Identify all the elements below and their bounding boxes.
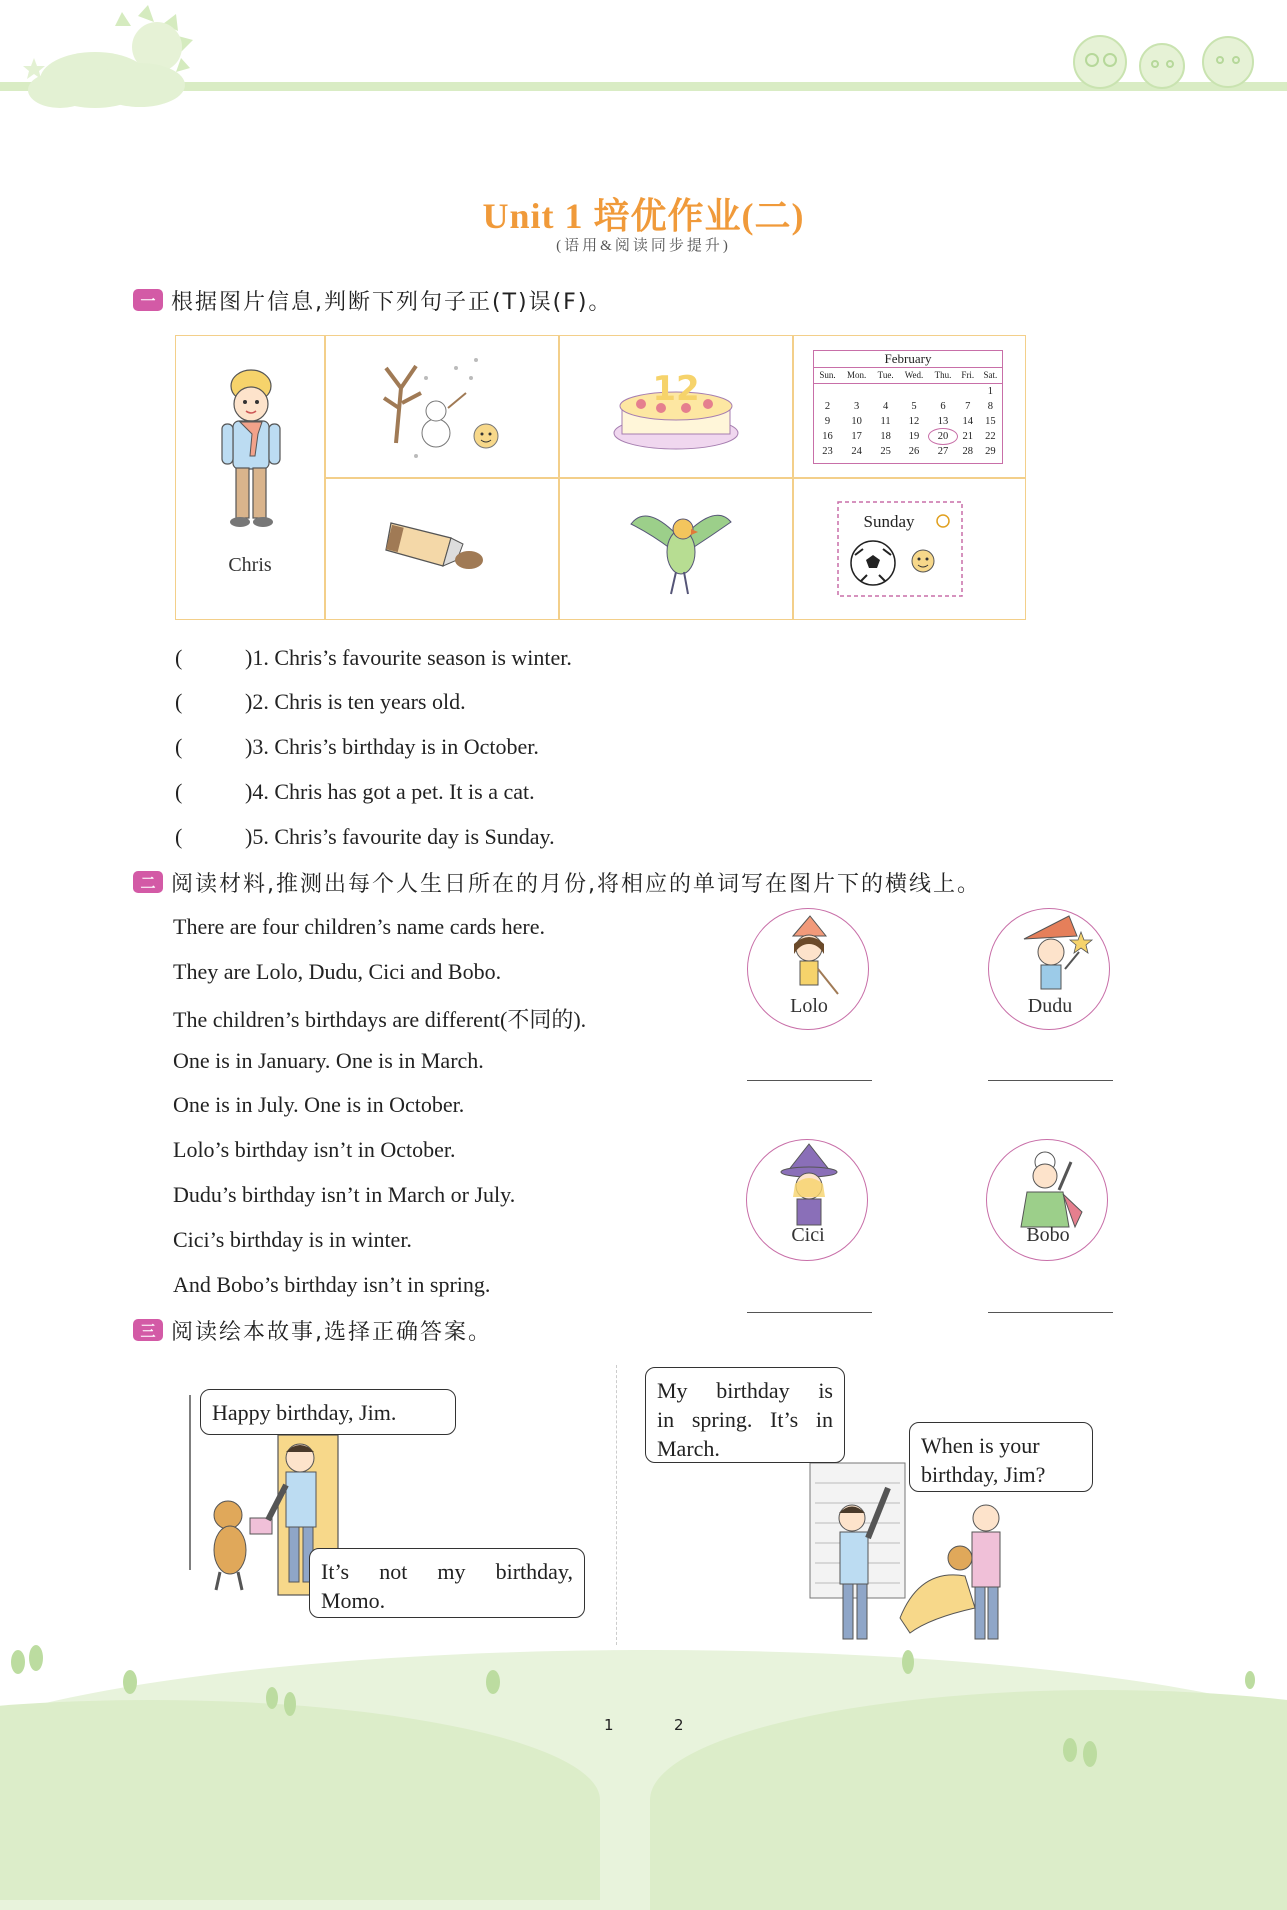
answer-blank-cici[interactable] — [747, 1312, 872, 1313]
cake-number: 12 — [652, 369, 700, 409]
page-title: Unit 1 培优作业(二) — [482, 196, 805, 236]
calendar-week-row — [814, 429, 1002, 444]
calendar-date: 29 — [985, 446, 996, 457]
card-name: Dudu — [1027, 995, 1073, 1017]
calendar-date: 8 — [987, 401, 993, 412]
calendar-date — [929, 384, 957, 400]
calendar-day-header: Tue. — [872, 368, 898, 384]
passage-line: There are four children’s name cards here. — [173, 914, 545, 939]
calendar-date: 27 — [937, 446, 949, 457]
chris-label: Chris — [228, 554, 272, 576]
calendar-date: 5 — [911, 401, 917, 412]
dudu-illustration — [989, 914, 1109, 1004]
calendar-date: 11 — [880, 416, 891, 427]
calendar-date — [899, 384, 929, 400]
section2-instruction: 阅读材料,推测出每个人生日所在的月份,将相应的单词写在图片下的横线上。 — [171, 871, 981, 897]
calendar-date: 3 — [854, 401, 860, 412]
calendar-date: 4 — [882, 401, 889, 412]
page-subtitle: (语用&阅读同步提升) — [556, 238, 731, 254]
section3-header — [133, 1314, 492, 1346]
page-number-left: 1 — [604, 1716, 614, 1734]
card-name: Cici — [791, 1224, 825, 1246]
calendar-date — [841, 384, 872, 400]
name-card-lolo — [747, 908, 869, 1030]
calendar-date: 15 — [985, 416, 996, 427]
calendar — [813, 350, 1003, 464]
birthday-cake-illustration — [586, 358, 766, 458]
calendar-date: 22 — [985, 431, 996, 442]
page-number-right: 2 — [674, 1716, 684, 1734]
footer-trees-decoration — [0, 1630, 1287, 1789]
calendar-date: 14 — [962, 416, 973, 427]
parrot-illustration — [626, 494, 736, 604]
passage-line: Cici’s birthday is in winter. — [173, 1227, 412, 1252]
calendar-date: 13 — [937, 416, 949, 427]
calendar-header-row — [814, 368, 1002, 384]
name-card-bobo — [986, 1139, 1108, 1261]
passage-line: One is in July. One is in October. — [173, 1092, 465, 1117]
calendar-day-header: Thu. — [929, 368, 957, 384]
card-name: Lolo — [790, 995, 828, 1017]
calendar-week-row — [814, 414, 1002, 429]
calendar-date: 20 — [929, 429, 957, 444]
comic2-bubble-2: When is your birthday, Jim? — [909, 1422, 1093, 1492]
comic2-bubble-1: My birthday is in spring. It’s in March. — [645, 1367, 845, 1463]
calendar-day-header: Wed. — [899, 368, 929, 384]
calendar-date — [957, 384, 979, 400]
sunday-card — [835, 499, 965, 599]
calendar-date: 2 — [824, 401, 831, 412]
name-card-dudu — [988, 908, 1110, 1030]
section3-instruction: 阅读绘本故事,选择正确答案。 — [171, 1319, 492, 1345]
winter-scene-illustration — [366, 348, 516, 463]
calendar-date: 25 — [880, 446, 891, 457]
passage-line: Lolo’s birthday isn’t in October. — [173, 1137, 456, 1162]
question-5: ( )5. Chris’s favourite day is Sunday. — [175, 824, 555, 849]
passage-line: One is in January. One is in March. — [173, 1048, 484, 1073]
section1-badge: 一 — [133, 289, 163, 311]
calendar-date: 16 — [822, 431, 833, 442]
sunday-label: Sunday — [863, 512, 915, 531]
section2-header — [133, 866, 981, 898]
calendar-day-header: Mon. — [841, 368, 872, 384]
name-card-cici — [746, 1139, 868, 1261]
calendar-date: 24 — [851, 446, 862, 457]
paint-tube-illustration — [381, 508, 491, 578]
passage-line: They are Lolo, Dudu, Cici and Bobo. — [173, 959, 502, 984]
calendar-week-row — [814, 399, 1002, 414]
calendar-date: 6 — [940, 401, 946, 412]
card-name: Bobo — [1026, 1224, 1070, 1246]
calendar-date: 26 — [908, 446, 920, 457]
section1-header — [133, 284, 612, 316]
calendar-date: 9 — [824, 416, 831, 427]
calendar-date: 17 — [851, 431, 862, 442]
comic1-bubble-2: It’s not my birthday, Momo. — [309, 1548, 585, 1618]
calendar-date: 19 — [908, 431, 920, 442]
calendar-date — [872, 384, 898, 400]
chris-illustration — [206, 364, 296, 564]
calendar-date: 1 — [987, 386, 993, 397]
calendar-date: 7 — [965, 401, 971, 412]
calendar-day-header: Sun. — [814, 368, 841, 384]
section1-instruction: 根据图片信息,判断下列句子正(T)误(F)。 — [171, 289, 613, 315]
calendar-day-header: Sat. — [979, 368, 1002, 384]
picture-grid — [175, 335, 1026, 620]
calendar-date: 21 — [962, 431, 973, 442]
calendar-date: 12 — [908, 416, 920, 427]
answer-blank-bobo[interactable] — [988, 1312, 1113, 1313]
question-2: ( )2. Chris is ten years old. — [175, 689, 466, 714]
calendar-week-row — [814, 444, 1002, 459]
section2-badge: 二 — [133, 871, 163, 893]
question-3: ( )3. Chris’s birthday is in October. — [175, 734, 539, 759]
calendar-date — [814, 384, 841, 400]
answer-blank-dudu[interactable] — [988, 1080, 1113, 1081]
question-4: ( )4. Chris has got a pet. It is a cat. — [175, 779, 535, 804]
calendar-week-row — [814, 384, 1002, 400]
bobo-illustration — [987, 1142, 1107, 1232]
calendar-date: 23 — [822, 446, 833, 457]
cici-illustration — [747, 1142, 867, 1232]
comic1-bubble-1: Happy birthday, Jim. — [200, 1389, 456, 1435]
animal-faces-decoration — [1050, 20, 1287, 90]
lolo-illustration — [748, 914, 868, 1004]
calendar-date: 10 — [851, 416, 862, 427]
calendar-table — [814, 368, 1002, 459]
calendar-month: February — [814, 351, 1002, 368]
calendar-date: 28 — [962, 446, 973, 457]
section3-badge: 三 — [133, 1319, 163, 1341]
passage-line: The children’s birthdays are different(不同的). — [173, 1007, 587, 1032]
question-1: ( )1. Chris’s favourite season is winter. — [175, 645, 572, 670]
passage-line: Dudu’s birthday isn’t in March or July. — [173, 1182, 516, 1207]
passage-line: And Bobo’s birthday isn’t in spring. — [173, 1272, 491, 1297]
comic-divider — [616, 1365, 617, 1645]
sun-cloud-decoration — [0, 0, 220, 120]
calendar-day-header: Fri. — [957, 368, 979, 384]
answer-blank-lolo[interactable] — [747, 1080, 872, 1081]
calendar-date: 18 — [880, 431, 891, 442]
